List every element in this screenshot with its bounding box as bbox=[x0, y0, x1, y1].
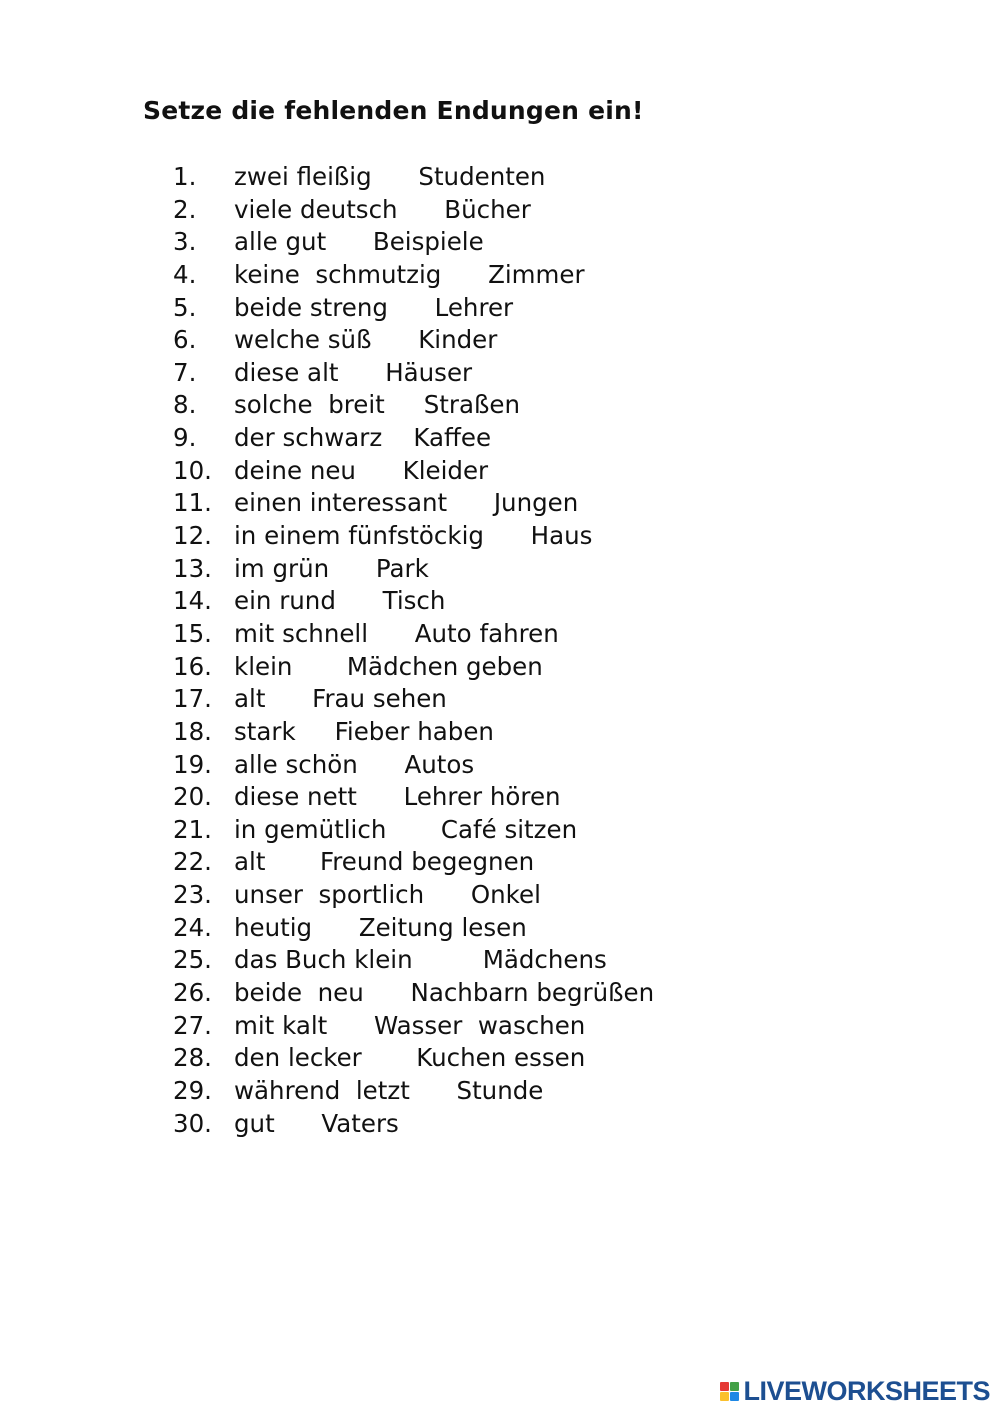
exercise-text: diese alt Häuser bbox=[234, 357, 473, 387]
exercise-number: 2. bbox=[173, 194, 197, 224]
exercise-number: 28. bbox=[173, 1043, 212, 1073]
exercise-number: 25. bbox=[173, 945, 212, 975]
exercise-number: 8. bbox=[173, 390, 197, 420]
liveworksheets-brand-text: LIVEWORKSHEETS bbox=[743, 1376, 990, 1406]
exercise-text: mit kalt Wasser waschen bbox=[234, 1010, 586, 1040]
exercise-number: 13. bbox=[173, 553, 212, 583]
exercise-number: 24. bbox=[173, 912, 212, 942]
exercise-text: in gemütlich Café sitzen bbox=[234, 814, 578, 844]
exercise-number: 20. bbox=[173, 782, 212, 812]
exercise-text: welche süß Kinder bbox=[234, 325, 498, 355]
liveworksheets-logo-icon bbox=[720, 1382, 739, 1401]
exercise-text: viele deutsch Bücher bbox=[234, 194, 531, 224]
exercise-text: heutig Zeitung lesen bbox=[234, 912, 527, 942]
exercise-text: der schwarz Kaffee bbox=[234, 423, 492, 453]
exercise-text: einen interessant Jungen bbox=[234, 488, 579, 518]
exercise-number: 9. bbox=[173, 423, 197, 453]
exercise-number: 12. bbox=[173, 521, 212, 551]
logo-square bbox=[720, 1392, 729, 1401]
exercise-number: 10. bbox=[173, 455, 212, 485]
exercise-text: das Buch klein Mädchens bbox=[234, 945, 607, 975]
exercise-text: zwei fleißig Studenten bbox=[234, 162, 546, 191]
exercise-text: während letzt Stunde bbox=[234, 1075, 544, 1105]
exercise-number: 17. bbox=[173, 684, 212, 714]
exercise-number: 22. bbox=[173, 847, 212, 877]
exercise-number: 5. bbox=[173, 292, 197, 322]
logo-square bbox=[730, 1382, 739, 1391]
exercise-text: alle gut Beispiele bbox=[234, 227, 484, 257]
exercise-number: 23. bbox=[173, 880, 212, 910]
exercise-number: 3. bbox=[173, 227, 197, 257]
exercise-text: stark Fieber haben bbox=[234, 716, 494, 746]
exercise-number: 16. bbox=[173, 651, 212, 681]
exercise-text: alt Frau sehen bbox=[234, 684, 447, 714]
exercise-number: 14. bbox=[173, 586, 212, 616]
logo-square bbox=[720, 1382, 729, 1391]
exercise-text: diese nett Lehrer hören bbox=[234, 782, 561, 812]
exercise-number: 26. bbox=[173, 978, 212, 1008]
exercise-text: mit schnell Auto fahren bbox=[234, 618, 559, 648]
worksheet-title: Setze die fehlenden Endungen ein! bbox=[143, 96, 644, 125]
exercise-text: in einem fünfstöckig Haus bbox=[234, 521, 593, 551]
exercise-text: im grün Park bbox=[234, 553, 429, 583]
exercise-number: 30. bbox=[173, 1108, 212, 1138]
exercise-text: beide neu Nachbarn begrüßen bbox=[234, 978, 655, 1008]
exercise-text: ein rund Tisch bbox=[234, 586, 446, 616]
exercise-number: 15. bbox=[173, 618, 212, 648]
exercise-number: 19. bbox=[173, 749, 212, 779]
exercise-number: 18. bbox=[173, 716, 212, 746]
exercise-text: den lecker Kuchen essen bbox=[234, 1043, 586, 1073]
exercise-number: 4. bbox=[173, 259, 197, 289]
exercise-number: 6. bbox=[173, 325, 197, 355]
liveworksheets-logo bbox=[720, 1376, 990, 1407]
exercise-number: 29. bbox=[173, 1075, 212, 1105]
exercise-text: deine neu Kleider bbox=[234, 455, 489, 485]
exercise-text: keine schmutzig Zimmer bbox=[234, 259, 585, 289]
exercise-text: solche breit Straßen bbox=[234, 390, 520, 420]
exercise-number: 7. bbox=[173, 357, 197, 387]
exercise-text: alle schön Autos bbox=[234, 749, 475, 779]
logo-square bbox=[730, 1392, 739, 1401]
exercise-number: 27. bbox=[173, 1010, 212, 1040]
exercise-number: 11. bbox=[173, 488, 212, 518]
exercise-text: klein Mädchen geben bbox=[234, 651, 543, 681]
exercise-text: beide streng Lehrer bbox=[234, 292, 514, 322]
exercise-text: gut Vaters bbox=[234, 1108, 399, 1138]
exercise-number: 21. bbox=[173, 814, 212, 844]
exercise-number: 1. bbox=[173, 162, 197, 191]
exercise-text: alt Freund begegnen bbox=[234, 847, 535, 877]
exercise-text: unser sportlich Onkel bbox=[234, 880, 541, 910]
